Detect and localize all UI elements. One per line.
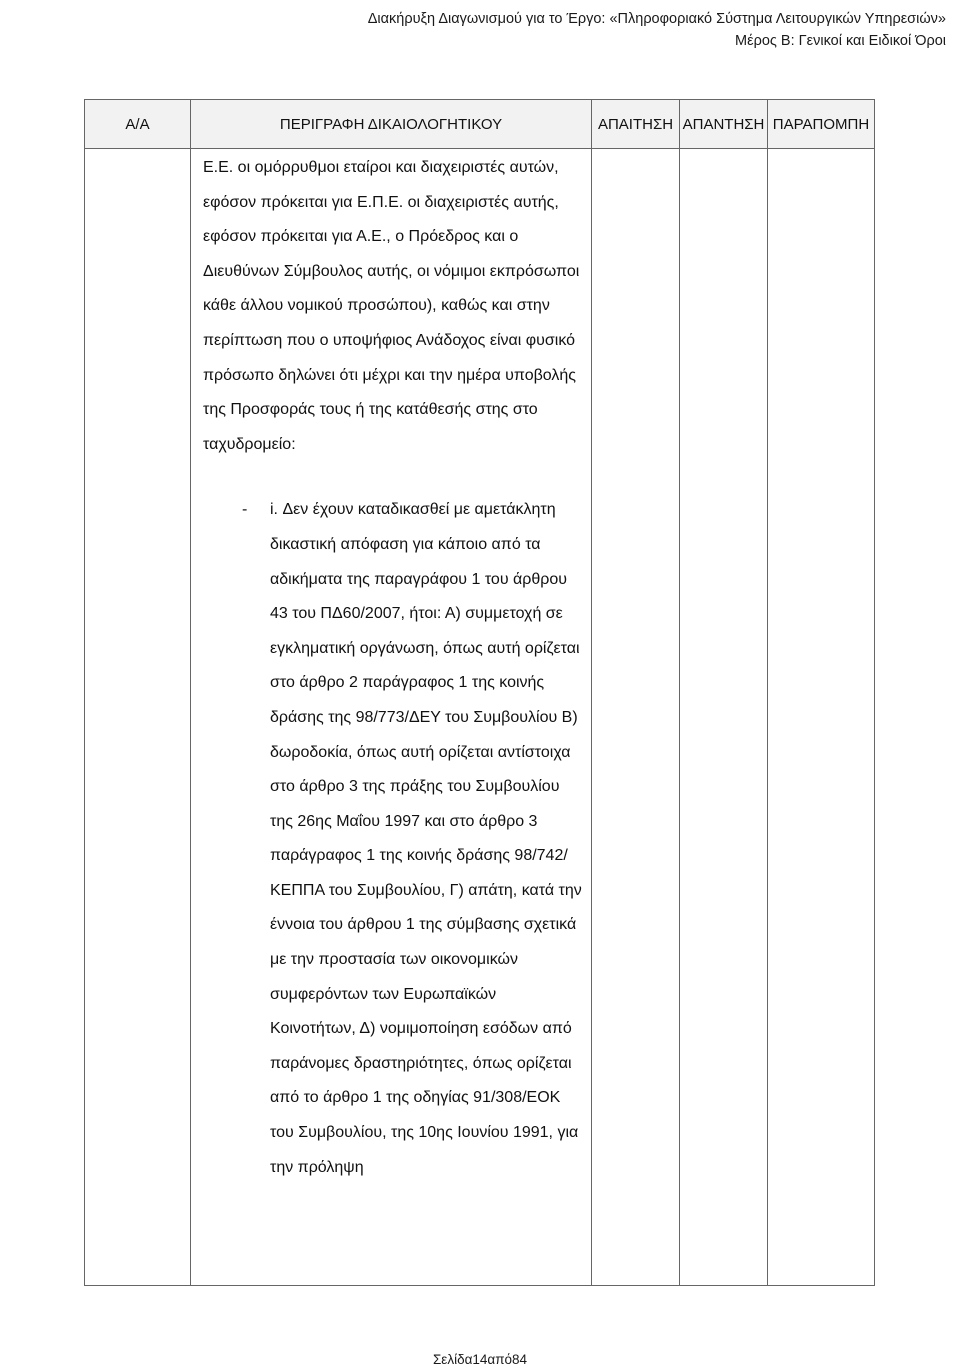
part-title-line: Μέρος Β: Γενικοί και Ειδικοί Όροι xyxy=(735,33,946,49)
cell-requirement xyxy=(592,149,680,1286)
list-dash-marker: - xyxy=(242,501,248,519)
cell-aa xyxy=(85,149,191,1286)
page-number: Σελίδα14από84 xyxy=(432,1352,528,1367)
cell-answer xyxy=(680,149,768,1286)
table-header-row xyxy=(85,100,875,149)
cell-description xyxy=(191,149,592,1286)
description-intro-text: Ε.Ε. οι ομόρρυθμοι εταίροι και διαχειριστές αυτών, εφόσον πρόκειται για Ε.Π.Ε. οι διαχειριστές αυτής, εφόσον πρόκειται για Α.Ε., ο Πρόεδρος και ο Διευθύνων Σύμβουλος αυτής, οι νόμιμοι εκπρόσωποι κάθε άλλου νομικού προσώπου), καθώς και στην περίπτωση που ο υποψήφιος Ανάδοχος είναι φυσικό πρόσωπο δηλώνει ότι μέχρι και την ημέρα υποβολής της Προσφοράς τους ή της κατάθεσής στης στο ταχυδρομείο: xyxy=(203,159,580,453)
cell-reference xyxy=(768,149,875,1286)
column-header-aa: Α/Α xyxy=(85,100,191,149)
document-running-header xyxy=(46,8,946,52)
list-item-text: i. Δεν έχουν καταδικασθεί με αμετάκλητη δικαστική απόφαση για κάποιο από τα αδικήματα της παραγράφου 1 του άρθρου 43 του ΠΔ60/2007, ήτοι: Α) συμμετοχή σε εγκληματική οργάνωση, όπως αυτή ορίζεται στο άρθρο 2 παράγραφος 1 της κοινής δράσης της 98/773/ΔΕΥ του Συμβουλίου Β) δωροδοκία, όπως αυτή ορίζεται αντίστοιχα στο άρθρο 3 της πράξης του Συμβουλίου της 26ης Μαΐου 1997 και στο άρθρο 3 παράγραφος 1 της κοινής δράσης 98/742/ΚΕΠΠΑ του Συμβουλίου, Γ) απάτη, κατά την έννοια του άρθρου 1 της σύμβασης σχετικά με την προστασία των οικονομικών συμφερόντων των Ευρωπαϊκών Κοινοτήτων, Δ) νομιμοποίηση εσόδων από παράνομες δραστηριότητες, όπως ορίζεται από το άρθρο 1 της οδηγίας 91/308/ΕΟΚ του Συμβουλίου, της 10ης Ιουνίου 1991, για την πρόληψη xyxy=(270,501,582,1176)
requirements-table xyxy=(84,99,875,1286)
column-header-description: ΠΕΡΙΓΡΑΦΗ ΔΙΚΑΙΟΛΟΓΗΤΙΚΟΥ xyxy=(191,100,592,149)
description-list-item xyxy=(203,493,583,1185)
column-header-answer: ΑΠΑΝΤΗΣΗ xyxy=(680,100,768,149)
table-row xyxy=(85,149,875,1286)
tender-title-line: Διακήρυξη Διαγωνισμού για το Έργο: «Πληροφοριακό Σύστημα Λειτουργικών Υπηρεσιών» xyxy=(367,11,946,27)
column-header-reference: ΠΑΡΑΠΟΜΠΗ xyxy=(768,100,875,149)
column-header-requirement: ΑΠΑΙΤΗΣΗ xyxy=(592,100,680,149)
